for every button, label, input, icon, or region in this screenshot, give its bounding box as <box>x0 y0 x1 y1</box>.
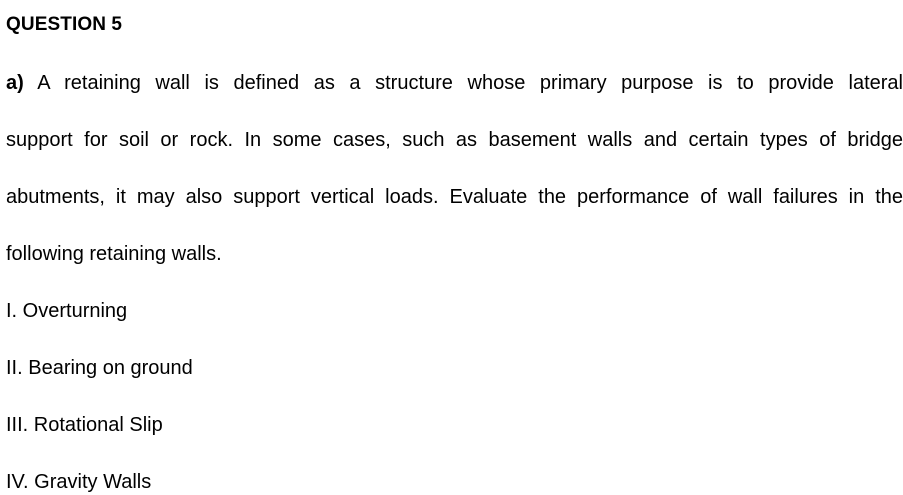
paragraph-line-3: abutments, it may also support vertical loads. Evaluate the performance of wall failures in the <box>6 186 903 208</box>
part-label: a) <box>6 72 24 94</box>
list-item-rotational-slip: III. Rotational Slip <box>6 414 163 436</box>
list-item-overturning: I. Overturning <box>6 300 128 322</box>
list-item-bearing-on-ground: II. Bearing on ground <box>6 357 193 379</box>
paragraph-line-1 <box>6 71 903 95</box>
paragraph-line-2: support for soil or rock. In some cases, such as basement walls and certain types of bridge <box>6 129 903 151</box>
paragraph-line-4: following retaining walls. <box>6 243 222 265</box>
paragraph-text-1: A retaining wall is defined as a structure whose primary purpose is to provide lateral <box>23 72 903 94</box>
list-item-gravity-walls: IV. Gravity Walls <box>6 471 152 493</box>
question-title: QUESTION 5 <box>6 14 123 35</box>
